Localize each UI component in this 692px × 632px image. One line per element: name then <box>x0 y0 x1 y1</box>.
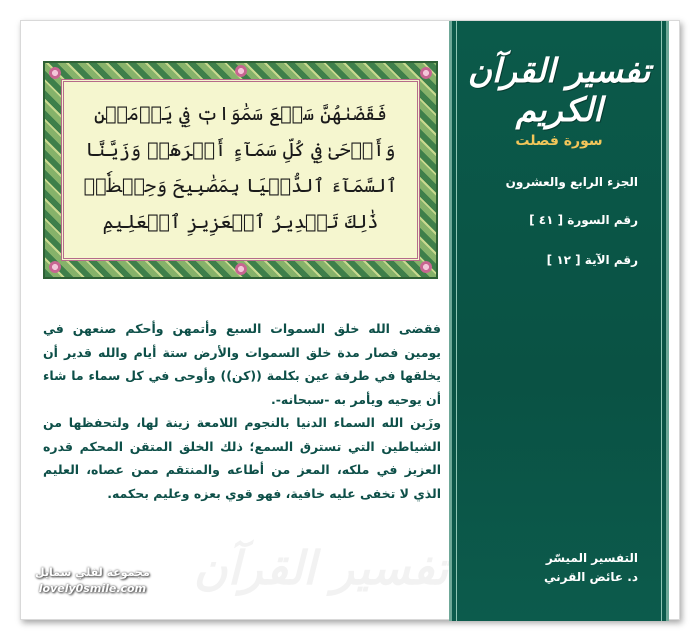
tafsir-paragraph: فقضى الله خلق السموات السبع وأتمهن وأحكم صنعهن في يومين فصار مدة خلق السموات والأرض ستة أيام والله قدير أن يخلقها في طرفة عين بكلمة ((كن)) وأوحى في كل سماء ما شاء أن يوحيه ويأمر به -سبحانه-. <box>43 321 441 407</box>
sidebar <box>449 21 669 621</box>
ayah-number: رقم الآية [ ١٢ ] <box>546 253 638 267</box>
watermark-name: مجموعة لفلي سمايل <box>35 566 150 579</box>
content-card <box>20 20 680 620</box>
rose-ornament-icon <box>49 67 61 79</box>
rose-ornament-icon <box>420 261 432 273</box>
rose-ornament-icon <box>235 263 247 275</box>
surah-number: رقم السورة [ ٤١ ] <box>529 213 638 227</box>
tafsir-text <box>43 317 441 505</box>
rose-ornament-icon <box>235 65 247 77</box>
rose-ornament-icon <box>49 261 61 273</box>
watermark-url: lovely0smile.com <box>38 582 147 595</box>
site-watermark <box>35 565 150 597</box>
verse-frame <box>43 61 438 279</box>
author-name: د. عائض القرني <box>543 570 638 584</box>
book-name: التفسير الميسّر <box>545 551 638 565</box>
part-label: الجزء الرابع والعشرون <box>505 175 638 189</box>
site-title: تفسير القرآن الكريم <box>467 51 651 129</box>
tafsir-paragraph: وزَين الله السماء الدنيا بالنجوم اللامعة زينة لها، ولتحفظها من الشياطين التي تسترق السمع؛ ذلك الخلق المتقن المحكم قدره العزيز في ملكه، المعز من أطاعه والمنتقم ممن عصاه، العليم الذي لا تخفى عليه خافية، فهو قوي بعزه وعليم بحكمه. <box>43 415 441 501</box>
background-watermark-title: تفسير القرآن <box>193 541 449 595</box>
rose-ornament-icon <box>420 67 432 79</box>
surah-name: سورة فصلت <box>515 133 603 149</box>
verse-text: فَقَضَىٰهُنَّ سَبۡعَ سَمَٰوَاتٖ فِي يَوۡمَيۡنِ وَأَوۡحَىٰ فِي كُلِّ سَمَآءٍ أَمۡرَهَاۚ وَزَيَّنَّا ٱلسَّمَآءَ ٱلدُّنۡيَا بِمَصَٰبِيحَ وَحِفۡظٗاۚ ذَٰلِكَ تَقۡدِيرُ ٱلۡعَزِيزِ ٱلۡعَلِيمِ <box>61 79 420 261</box>
